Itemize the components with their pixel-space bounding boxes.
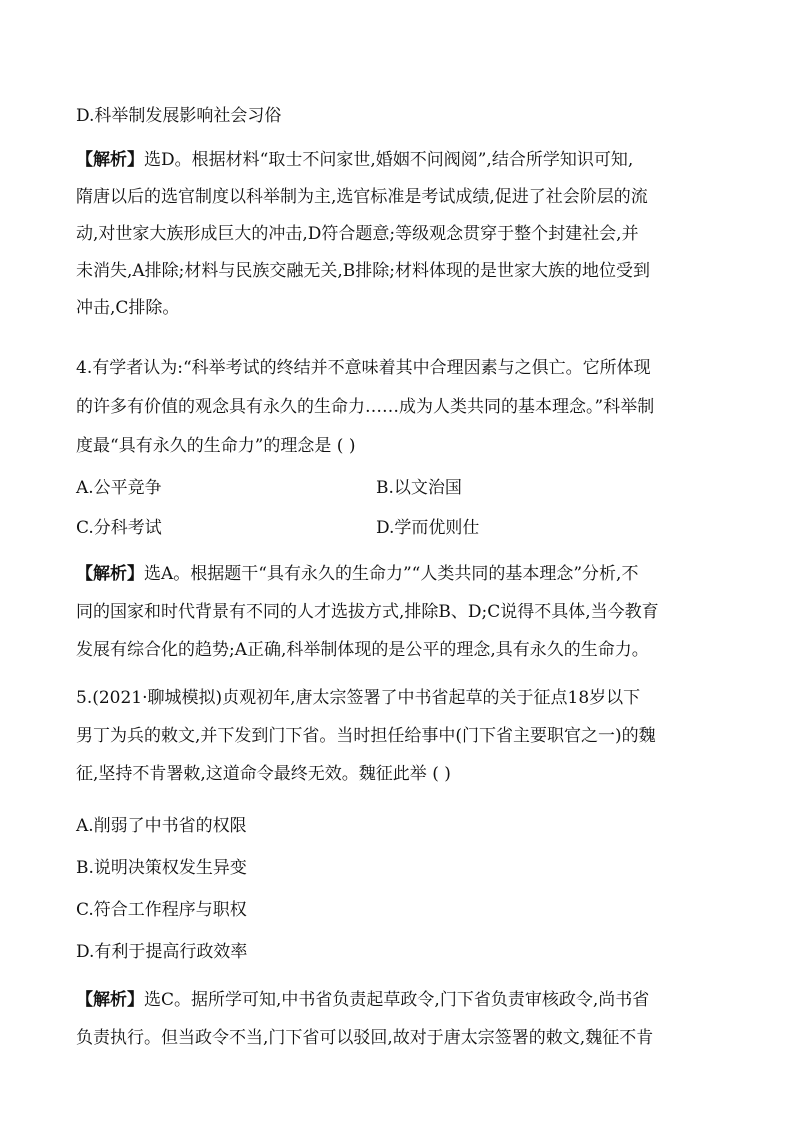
q4-option-b: B.以文治国 — [376, 478, 462, 498]
analysis-text: 选D。根据材料“取士不问家世,婚姻不问阀阅”,结合所学知识可知, — [144, 150, 634, 170]
q4-analysis-line-2: 同的国家和时代背景有不同的人才选拔方式,排除B、D;C说得不具体,当今教育 — [76, 602, 659, 622]
q3-analysis-line-2: 隋唐以后的选官制度以科举制为主,选官标准是考试成绩,促进了社会阶层的流 — [76, 187, 648, 207]
analysis-text: 选A。根据题干“具有永久的生命力”“人类共同的基本理念”分析,不 — [144, 564, 639, 584]
q5-analysis-line-2: 负责执行。但当政令不当,门下省可以驳回,故对于唐太宗签署的敕文,魏征不肯 — [76, 1028, 654, 1048]
analysis-tag: 【解析】 — [76, 150, 144, 170]
q3-analysis-line-5: 冲击,C排除。 — [76, 298, 180, 318]
q5-stem-line-3: 征,坚持不肯署敕,这道命令最终无效。魏征此举 ( ) — [76, 764, 451, 784]
q3-option-d: D.科举制发展影响社会习俗 — [76, 106, 282, 126]
q5-option-c: C.符合工作程序与职权 — [76, 900, 247, 920]
q5-analysis-line-1 — [76, 988, 726, 1012]
analysis-tag: 【解析】 — [76, 564, 144, 584]
q4-stem-line-2: 的许多有价值的观念具有永久的生命力……成为人类共同的基本理念。”科举制 — [76, 397, 655, 417]
q5-option-d: D.有利于提高行政效率 — [76, 942, 248, 962]
q3-analysis-line-3: 动,对世家大族形成巨大的冲击,D符合题意;等级观念贯穿于整个封建社会,并 — [76, 224, 639, 244]
q4-stem-line-1: 4.有学者认为:“科举考试的终结并不意味着其中合理因素与之俱亡。它所体现 — [76, 358, 651, 378]
q4-options-row-2 — [76, 516, 726, 540]
analysis-tag: 【解析】 — [76, 990, 144, 1010]
q4-option-a: A.公平竞争 — [76, 478, 162, 498]
q4-option-d: D.学而优则仕 — [376, 518, 480, 538]
q5-stem-line-2: 男丁为兵的敕文,并下发到门下省。当时担任给事中(门下省主要职官之一)的魏 — [76, 726, 656, 746]
q5-option-a: A.削弱了中书省的权限 — [76, 816, 247, 836]
q4-analysis-line-1 — [76, 562, 726, 586]
q4-options-row-1 — [76, 476, 726, 500]
q3-analysis-line-1 — [76, 148, 726, 172]
q3-analysis-line-4: 未消失,A排除;材料与民族交融无关,B排除;材料体现的是世家大族的地位受到 — [76, 261, 651, 281]
q4-analysis-line-3: 发展有综合化的趋势;A正确,科举制体现的是公平的理念,具有永久的生命力。 — [76, 640, 649, 660]
q5-option-b: B.说明决策权发生异变 — [76, 858, 247, 878]
q4-stem-line-3: 度最“具有永久的生命力”的理念是 ( ) — [76, 436, 356, 456]
q4-option-c: C.分科考试 — [76, 518, 162, 538]
q5-stem-line-1: 5.(2021·聊城模拟)贞观初年,唐太宗签署了中书省起草的关于征点18岁以下 — [76, 688, 641, 708]
analysis-text: 选C。据所学可知,中书省负责起草政令,门下省负责审核政令,尚书省 — [144, 990, 650, 1010]
